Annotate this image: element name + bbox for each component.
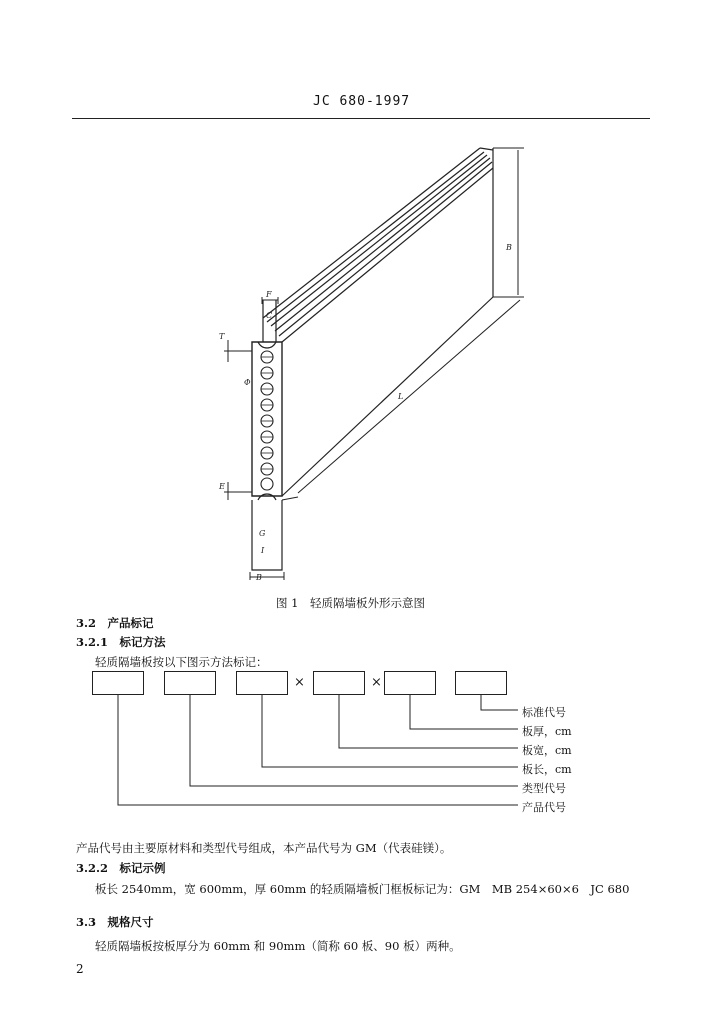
section-3-2-2-title: 3.2.2 标记示例 — [76, 861, 166, 875]
legend-length: 板长，cm — [522, 763, 572, 776]
product-code-note: 产品代号由主要原材料和类型代号组成，本产品代号为 GM（代表硅镁）。 — [76, 841, 452, 855]
legend-type-code: 类型代号 — [522, 782, 566, 795]
section-3-2-1-title: 3.2.1 标记方法 — [76, 635, 166, 649]
figure-caption: 图 1 轻质隔墙板外形示意图 — [276, 596, 425, 610]
dim-label-B-right: B — [506, 243, 512, 252]
section-3-2-title: 3.2 产品标记 — [76, 616, 154, 630]
section-3-3-title: 3.3 规格尺寸 — [76, 915, 154, 929]
legend-standard-code: 标准代号 — [522, 706, 566, 719]
dim-label-T: T — [219, 332, 225, 341]
dim-label-phi: Φ — [244, 378, 251, 387]
section-3-2-2-text: 板长 2540mm，宽 600mm，厚 60mm 的轻质隔墙板门框板标记为：GM MB 254×60×6 JC 680 — [95, 882, 630, 896]
section-3-3-text: 轻质隔墙板按板厚分为 60mm 和 90mm（简称 60 板、90 板）两种。 — [95, 939, 461, 953]
dim-label-I: I — [261, 546, 265, 555]
standard-header: JC 680-1997 — [313, 94, 411, 109]
section-3-2-1-intro: 轻质隔墙板按以下图示方法标记： — [95, 655, 268, 669]
dim-label-L: L — [398, 392, 404, 401]
legend-product-code: 产品代号 — [522, 801, 566, 814]
dim-label-B-bottom: B — [256, 573, 262, 582]
legend-thickness: 板厚，cm — [522, 725, 572, 738]
legend-width: 板宽，cm — [522, 744, 572, 757]
times-sign-2: × — [371, 675, 382, 690]
dim-label-F: F — [266, 290, 272, 299]
header-rule — [72, 118, 650, 119]
page-number: 2 — [76, 962, 84, 976]
dim-label-E: E — [219, 482, 225, 491]
marking-leader-lines — [0, 690, 721, 820]
dim-label-C: C — [266, 311, 273, 320]
wall-panel-figure — [0, 130, 721, 590]
dim-label-G: G — [259, 529, 266, 538]
times-sign-1: × — [294, 675, 305, 690]
